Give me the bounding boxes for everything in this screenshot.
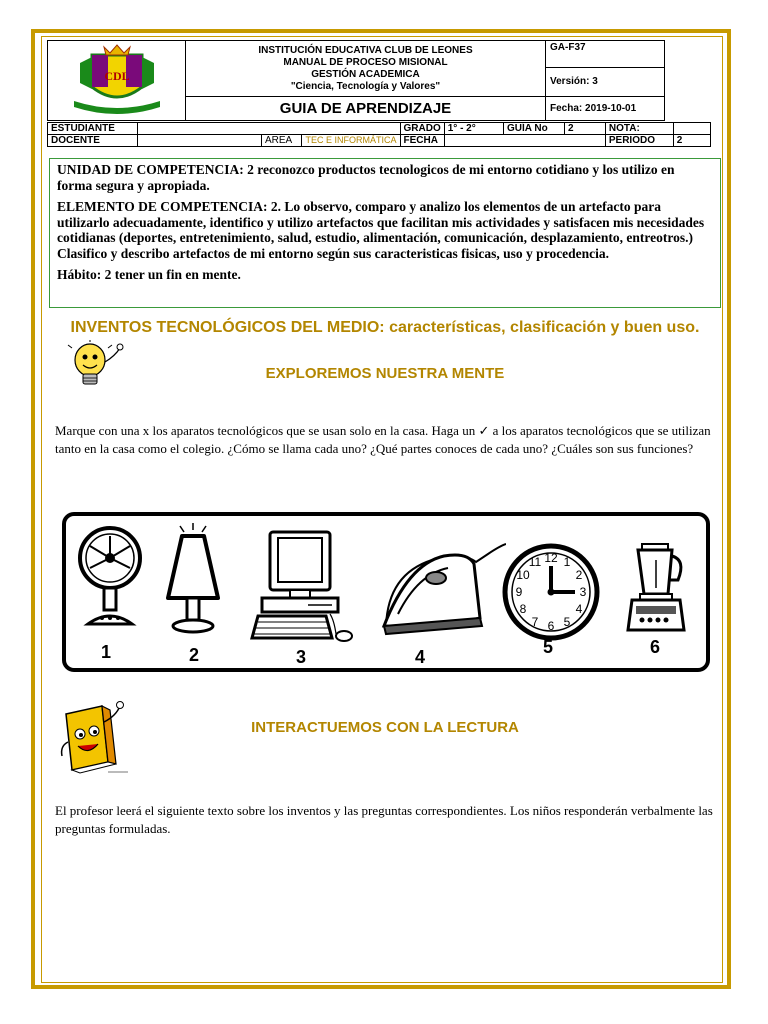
clock-number: 1 <box>563 555 571 569</box>
lightbulb-mascot-icon <box>60 340 128 390</box>
school-logo <box>62 43 172 115</box>
area-label: AREA <box>261 135 302 147</box>
clock-number: 6 <box>547 619 555 633</box>
instructions-text: Marque con una x los aparatos tecnológicos que se usan solo en la casa. Haga un ✓ a los aparatos tecnológicos que se utilizan tanto en la casa como el colegio. ¿Cómo se llama cada uno? ¿Qué partes conoces de cada uno? ¿Cuáles son sus funciones? <box>55 423 711 456</box>
guide-title: GUIA DE APRENDIZAJE <box>186 97 546 121</box>
form-code: GA-F37 <box>546 41 664 68</box>
clock-number: 5 <box>563 615 571 629</box>
grade-value: 1° - 2° <box>444 123 503 135</box>
header-table <box>47 40 665 121</box>
device-number-4: 4 <box>415 647 426 667</box>
device-number-3: 3 <box>296 647 307 667</box>
header-date: Fecha: 2019-10-01 <box>546 97 665 121</box>
management-name: GESTIÓN ACADEMICA <box>311 68 420 80</box>
lamp-icon <box>158 520 228 642</box>
device-number-6: 6 <box>650 637 661 657</box>
manual-name: MANUAL DE PROCESO MISIONAL <box>283 56 448 68</box>
school-motto: "Ciencia, Tecnología y Valores" <box>290 80 441 92</box>
device-number-2: 2 <box>189 645 200 665</box>
student-value[interactable] <box>137 123 400 135</box>
device-number-5: 5 <box>543 637 554 657</box>
reading-text: El profesor leerá el siguiente texto sobre los inventos y las preguntas correspondientes. Los niños responderán verbalmente las preguntas formuladas. <box>55 803 713 836</box>
student-info-table <box>47 122 711 147</box>
period-value: 2 <box>673 135 710 147</box>
explore-subtitle: EXPLOREMOS NUESTRA MENTE <box>265 365 505 382</box>
competence-habit: Hábito: 2 tener un fin en mente. <box>57 267 241 282</box>
clock-number: 7 <box>531 615 539 629</box>
competence-element: ELEMENTO DE COMPETENCIA: 2. Lo observo, comparo y analizo los elementos de un artefacto para utilizarlo adecuadamente, identifico y utilizo artefactos que facilitan mis actividades y satisfacen mis necesidades cotidianas (deportes, entretenimiento, salud, estudio, alimentación, comunicación, desplazamiento, entreotros.) Clasifico y describo artefactos de mi entorno según sus caracteristicas fisicas, uso y procedencia. <box>57 199 705 261</box>
school-name: INSTITUCIÓN EDUCATIVA CLUB DE LEONES <box>258 44 473 56</box>
blender-icon <box>620 540 692 640</box>
clock-number: 4 <box>575 602 583 616</box>
competence-box <box>49 158 721 308</box>
section-title: INVENTOS TECNOLÓGICOS DEL MEDIO: características, clasificación y buen uso. <box>70 319 700 336</box>
clock-number: 2 <box>575 568 583 582</box>
teacher-label: DOCENTE <box>48 135 138 147</box>
fan-icon <box>74 520 146 642</box>
period-label: PERIODO <box>605 135 673 147</box>
date-label: FECHA <box>400 135 444 147</box>
clock-number: 9 <box>515 585 523 599</box>
school-info-cell <box>186 41 546 97</box>
clock-number: 10 <box>516 568 530 582</box>
teacher-value[interactable] <box>137 135 261 147</box>
clock-number: 11 <box>528 555 542 569</box>
clock-number: 8 <box>519 602 527 616</box>
device-number-1: 1 <box>101 642 112 662</box>
guide-no-label: GUÍA No <box>503 123 564 135</box>
guide-no-value: 2 <box>564 123 605 135</box>
svg-text:CDL: CDL <box>103 69 130 83</box>
book-mascot-icon <box>58 698 132 774</box>
student-label: ESTUDIANTE <box>48 123 138 135</box>
area-value: TEC E INFORMÁTICA <box>302 135 400 147</box>
logo-cell <box>48 41 186 121</box>
iron-icon <box>378 534 506 644</box>
clock-number: 12 <box>544 551 558 565</box>
computer-icon <box>248 524 354 646</box>
grade-mark-value[interactable] <box>673 123 710 135</box>
date-value[interactable] <box>444 135 605 147</box>
version: Versión: 3 <box>550 76 598 87</box>
reading-subtitle: INTERACTUEMOS CON LA LECTURA <box>251 719 519 736</box>
clock-icon <box>501 542 601 642</box>
grade-mark-label: NOTA: <box>605 123 673 135</box>
meta-cell <box>546 41 665 97</box>
competence-unit: UNIDAD DE COMPETENCIA: 2 reconozco productos tecnologicos de mi entorno cotidiano y los utilizo en forma segura y apropiada. <box>57 162 675 193</box>
clock-number: 3 <box>579 585 587 599</box>
grade-label: GRADO <box>400 123 444 135</box>
